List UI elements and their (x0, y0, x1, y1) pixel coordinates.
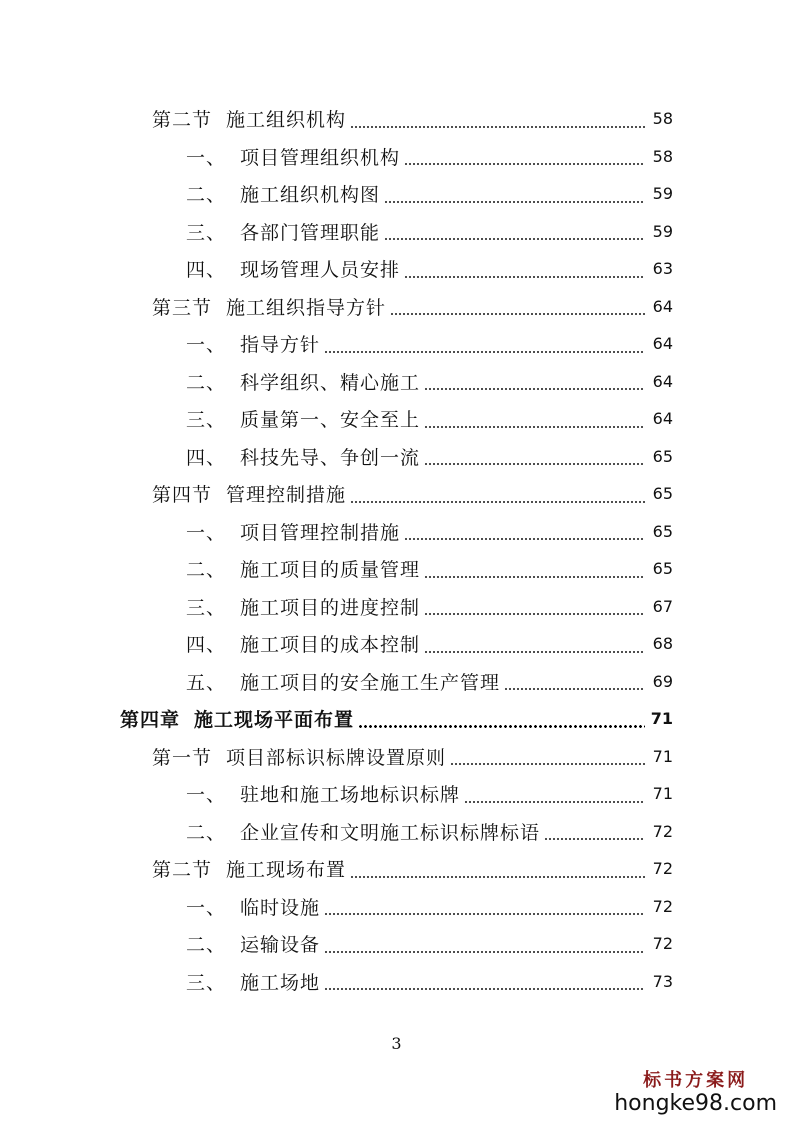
toc-entry-item[interactable] (0, 175, 793, 213)
toc-entry-page-number: 65 (652, 559, 673, 579)
toc-entry-page-number: 65 (652, 446, 673, 466)
toc-entry-item[interactable] (0, 250, 793, 288)
toc-entry-label (186, 780, 460, 807)
toc-entry-label (186, 893, 320, 920)
toc-entry-number: 二、 (186, 559, 227, 582)
toc-entry-label (186, 330, 320, 357)
toc-entry-label (186, 518, 400, 545)
toc-entry-label (152, 743, 446, 770)
toc-entry-item[interactable] (0, 513, 793, 551)
toc-entry-title: 临时设施 (240, 896, 321, 919)
dot-leader (404, 531, 645, 541)
toc-entry-title: 项目部标识标牌设置原则 (226, 746, 447, 769)
toc-entry-number: 三、 (186, 409, 227, 432)
toc-entry-number: 一、 (186, 334, 227, 357)
toc-entry-title: 施工场地 (240, 971, 321, 994)
toc-entry-number: 四、 (186, 259, 227, 282)
dot-leader (384, 194, 645, 204)
toc-entry-title: 质量第一、安全至上 (240, 409, 421, 432)
toc-entry-label (186, 630, 420, 657)
toc-entry-chapter[interactable] (0, 700, 793, 738)
toc-entry-page-number: 58 (652, 109, 673, 129)
toc-entry-section[interactable] (0, 850, 793, 888)
toc-entry-item[interactable] (0, 438, 793, 476)
dot-leader (464, 794, 645, 804)
dot-leader (404, 269, 645, 279)
toc-entry-title: 施工项目的进度控制 (240, 596, 421, 619)
toc-entry-page-number: 63 (652, 259, 673, 279)
toc-entry-title: 各部门管理职能 (240, 221, 381, 244)
toc-entry-page-number: 64 (652, 371, 673, 391)
toc-entry-title: 施工组织机构 (226, 109, 347, 132)
toc-entry-item[interactable] (0, 775, 793, 813)
dot-leader (324, 944, 645, 954)
toc-entry-item[interactable] (0, 963, 793, 1001)
toc-entry-number: 五、 (186, 671, 227, 694)
toc-entry-label (186, 180, 380, 207)
toc-entry-page-number: 69 (652, 671, 673, 691)
toc-entry-number: 二、 (186, 184, 227, 207)
toc-entry-page-number: 65 (652, 484, 673, 504)
toc-entry-title: 企业宣传和文明施工标识标牌标语 (240, 821, 541, 844)
toc-entry-section[interactable] (0, 475, 793, 513)
toc-entry-item[interactable] (0, 363, 793, 401)
dot-leader (384, 231, 645, 241)
dot-leader (390, 306, 645, 316)
toc-entry-label (186, 818, 540, 845)
toc-entry-item[interactable] (0, 325, 793, 363)
toc-entry-number: 第四章 (120, 709, 181, 732)
toc-entry-number: 二、 (186, 934, 227, 957)
toc-entry-number: 四、 (186, 634, 227, 657)
dot-leader (350, 494, 645, 504)
dot-leader (324, 344, 645, 354)
toc-entry-number: 二、 (186, 371, 227, 394)
toc-entry-title: 科学组织、精心施工 (240, 371, 421, 394)
table-of-contents (0, 100, 793, 1000)
dot-leader (450, 756, 645, 766)
toc-entry-label (186, 218, 380, 245)
toc-entry-section[interactable] (0, 288, 793, 326)
toc-entry-number: 一、 (186, 521, 227, 544)
toc-entry-number: 四、 (186, 446, 227, 469)
toc-entry-item[interactable] (0, 400, 793, 438)
toc-entry-label (186, 143, 400, 170)
dot-leader (350, 869, 645, 879)
toc-entry-label (186, 405, 420, 432)
page-number: 3 (391, 1034, 402, 1053)
toc-entry-section[interactable] (0, 100, 793, 138)
toc-entry-number: 一、 (186, 896, 227, 919)
dot-leader (424, 456, 645, 466)
toc-entry-item[interactable] (0, 138, 793, 176)
toc-entry-label (186, 668, 500, 695)
toc-entry-label (186, 555, 420, 582)
toc-entry-page-number: 72 (652, 859, 673, 879)
watermark-url: hongke98.com (614, 1091, 777, 1116)
dot-leader (544, 831, 645, 841)
toc-entry-label (186, 930, 320, 957)
toc-entry-page-number: 72 (652, 896, 673, 916)
toc-entry-number: 三、 (186, 596, 227, 619)
toc-entry-title: 指导方针 (240, 334, 321, 357)
toc-entry-item[interactable] (0, 813, 793, 851)
dot-leader (504, 681, 645, 691)
toc-entry-title: 施工项目的质量管理 (240, 559, 421, 582)
toc-entry-title: 运输设备 (240, 934, 321, 957)
dot-leader (424, 419, 645, 429)
toc-entry-page-number: 64 (652, 409, 673, 429)
toc-entry-title: 项目管理控制措施 (240, 521, 401, 544)
toc-entry-title: 项目管理组织机构 (240, 146, 401, 169)
toc-entry-page-number: 58 (652, 146, 673, 166)
toc-entry-page-number: 64 (652, 334, 673, 354)
toc-entry-number: 第一节 (152, 746, 213, 769)
toc-entry-title: 管理控制措施 (226, 484, 347, 507)
toc-entry-label (186, 968, 320, 995)
toc-entry-item[interactable] (0, 213, 793, 251)
toc-entry-number: 一、 (186, 784, 227, 807)
toc-entry-item[interactable] (0, 663, 793, 701)
toc-entry-title: 施工现场布置 (226, 859, 347, 882)
toc-entry-number: 第二节 (152, 109, 213, 132)
toc-entry-title: 施工组织机构图 (240, 184, 381, 207)
toc-entry-item[interactable] (0, 925, 793, 963)
toc-entry-number: 三、 (186, 971, 227, 994)
dot-leader (358, 719, 645, 729)
toc-entry-page-number: 59 (652, 184, 673, 204)
toc-entry-label (186, 255, 400, 282)
toc-entry-label (120, 705, 354, 732)
toc-entry-title: 施工项目的成本控制 (240, 634, 421, 657)
toc-entry-number: 第四节 (152, 484, 213, 507)
toc-entry-number: 第三节 (152, 296, 213, 319)
toc-entry-number: 二、 (186, 821, 227, 844)
toc-entry-page-number: 72 (652, 821, 673, 841)
dot-leader (424, 644, 645, 654)
toc-entry-page-number: 71 (652, 784, 673, 804)
toc-entry-label (186, 443, 420, 470)
toc-entry-item[interactable] (0, 550, 793, 588)
dot-leader (324, 906, 645, 916)
toc-entry-label (186, 368, 420, 395)
toc-entry-label (152, 855, 346, 882)
dot-leader (424, 569, 645, 579)
toc-entry-page-number: 73 (652, 971, 673, 991)
dot-leader (324, 981, 645, 991)
toc-entry-page-number: 68 (652, 634, 673, 654)
toc-entry-title: 现场管理人员安排 (240, 259, 401, 282)
toc-entry-page-number: 65 (652, 521, 673, 541)
toc-entry-page-number: 72 (652, 934, 673, 954)
toc-entry-label (186, 593, 420, 620)
toc-entry-title: 驻地和施工场地标识标牌 (240, 784, 461, 807)
toc-entry-title: 施工项目的安全施工生产管理 (240, 671, 501, 694)
dot-leader (350, 119, 645, 129)
dot-leader (424, 606, 645, 616)
toc-entry-title: 科技先导、争创一流 (240, 446, 421, 469)
toc-entry-page-number: 71 (652, 746, 673, 766)
toc-entry-number: 一、 (186, 146, 227, 169)
dot-leader (424, 381, 645, 391)
toc-entry-title: 施工组织指导方针 (226, 296, 387, 319)
watermark-chinese-text: 标书方案网 (643, 1070, 749, 1091)
toc-entry-number: 三、 (186, 221, 227, 244)
toc-entry-item[interactable] (0, 888, 793, 926)
toc-entry-label (152, 293, 386, 320)
toc-entry-page-number: 59 (652, 221, 673, 241)
toc-entry-page-number: 71 (650, 709, 673, 729)
toc-entry-item[interactable] (0, 625, 793, 663)
toc-entry-item[interactable] (0, 588, 793, 626)
toc-entry-title: 施工现场平面布置 (194, 709, 355, 732)
toc-entry-page-number: 67 (652, 596, 673, 616)
dot-leader (404, 156, 645, 166)
toc-entry-page-number: 64 (652, 296, 673, 316)
toc-entry-label (152, 480, 346, 507)
toc-entry-label (152, 105, 346, 132)
toc-entry-number: 第二节 (152, 859, 213, 882)
watermark (614, 1066, 777, 1116)
toc-entry-section[interactable] (0, 738, 793, 776)
